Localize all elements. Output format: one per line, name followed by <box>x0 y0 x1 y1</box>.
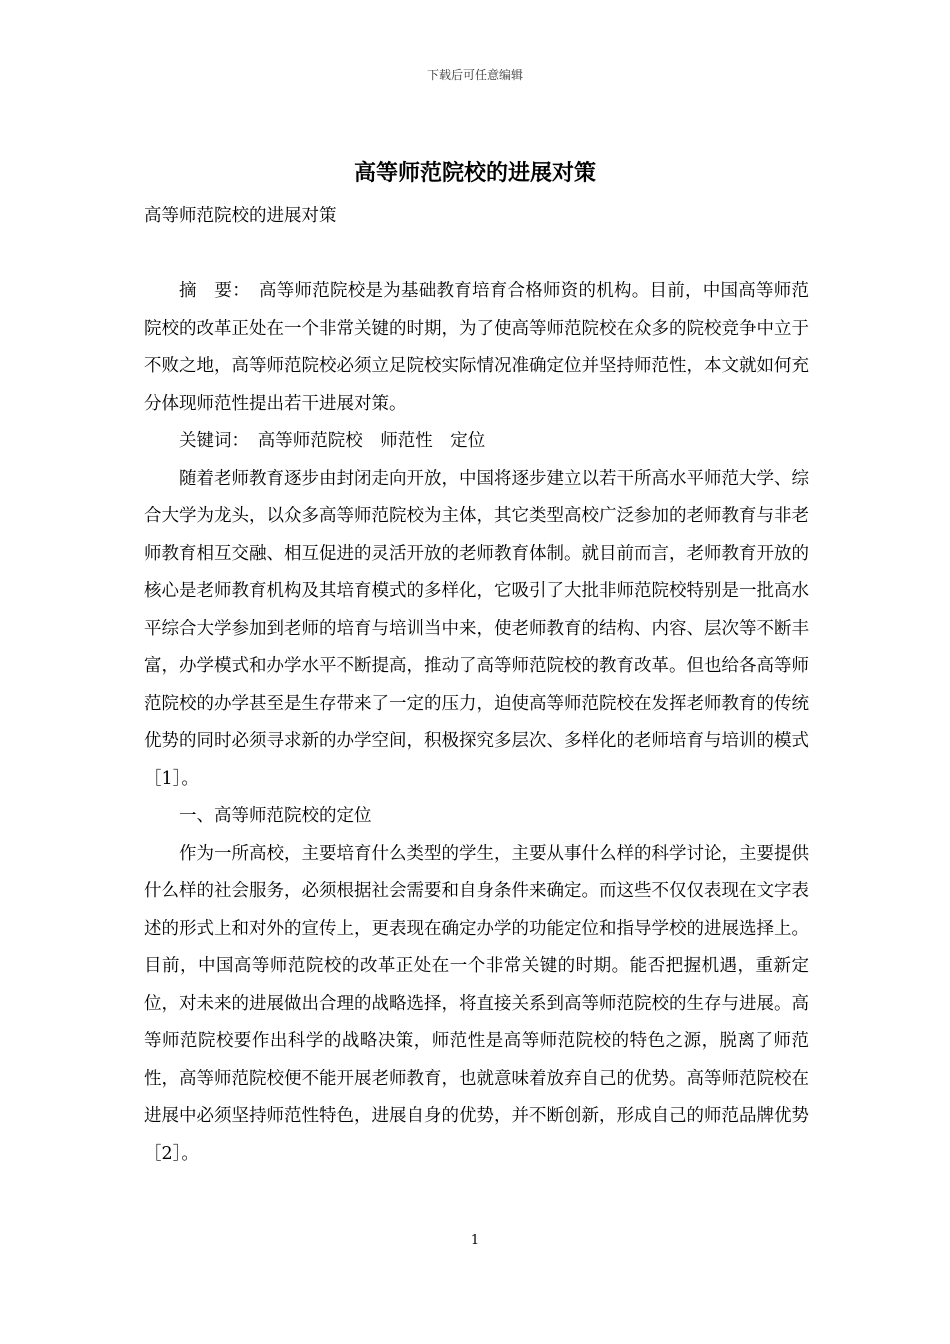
document-body <box>144 273 809 1173</box>
keywords-paragraph: 关键词： 高等师范院校 师范性 定位 <box>179 431 486 451</box>
section-paragraph: 作为一所高校，主要培育什么类型的学生，主要从事什么样的科学讨论，主要提供什么样的社会服务，必须根据社会需要和自身条件来确定。而这些不仅仅表现在文字表述的形式上和对外的宣传上，更表现在确定办学的功能定位和指导学校的进展选择上。目前，中国高等师范院校的改革正处在一个非常关键的时期。能否把握机遇，重新定位，对未来的进展做出合理的战略选择，将直接关系到高等师范院校的生存与进展。高等师范院校要作出科学的战略决策，师范性是高等师范院校的特色之源，脱离了师范性，高等师范院校便不能开展老师教育，也就意味着放弃自己的优势。高等师范院校在进展中必须坚持师范性特色，进展自身的优势，并不断创新，形成自己的师范品牌优势［2］。 <box>144 843 809 1164</box>
page-number: 1 <box>470 1233 480 1248</box>
abstract-paragraph: 摘 要： 高等师范院校是为基础教育培育合格师资的机构。目前，中国高等师范院校的改革正处在一个非常关键的时期，为了使高等师范院校在众多的院校竞争中立于不败之地，高等师范院校必须立足院校实际情况准确定位并坚持师范性，本文就如何充分体现师范性提出若干进展对策。 <box>144 281 809 414</box>
intro-paragraph: 随着老师教育逐步由封闭走向开放，中国将逐步建立以若干所高水平师范大学、综合大学为龙头，以众多高等师范院校为主体，其它类型高校广泛参加的老师教育与非老师教育相互交融、相互促进的灵活开放的老师教育体制。就目前而言，老师教育开放的核心是老师教育机构及其培育模式的多样化，它吸引了大批非师范院校特别是一批高水平综合大学参加到老师的培育与培训当中来，使老师教育的结构、内容、层次等不断丰富，办学模式和办学水平不断提高，推动了高等师范院校的教育改革。但也给各高等师范院校的办学甚至是生存带来了一定的压力，迫使高等师范院校在发挥老师教育的传统优势的同时必须寻求新的办学空间，积极探究多层次、多样化的老师培育与培训的模式［1］。 <box>144 468 809 789</box>
document-title: 高等师范院校的进展对策 <box>353 160 596 186</box>
section-heading: 一、高等师范院校的定位 <box>179 806 372 826</box>
document-subtitle: 高等师范院校的进展对策 <box>144 206 337 226</box>
page-header: 下载后可任意编辑 <box>426 68 523 82</box>
